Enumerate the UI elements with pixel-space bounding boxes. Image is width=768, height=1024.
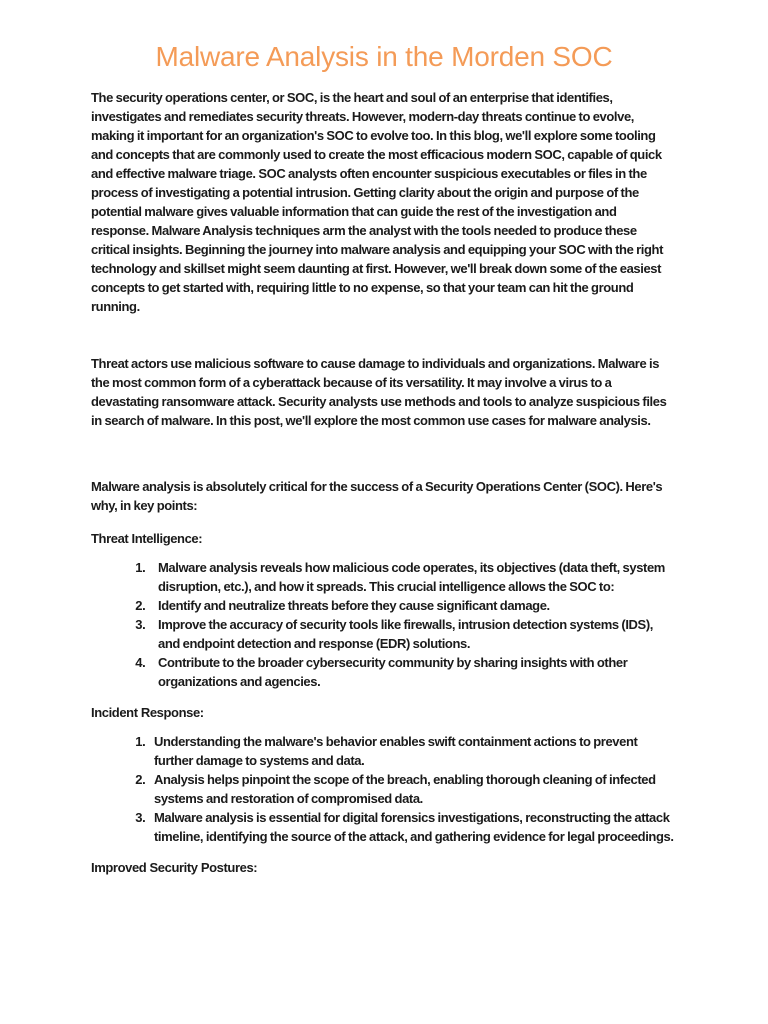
threat-intelligence-heading: Threat Intelligence: bbox=[91, 531, 203, 546]
threat-actors-paragraph: Threat actors use malicious software to cause damage to individuals and organizations. Malware is the most common form of a cyberattack because of its versatility. It may involve a virus to a devastating ransomware attack. Security analysts use methods and tools to analyze suspicious files in search of malware. In this post, we'll explore the most common use cases for malware analysis. bbox=[91, 356, 667, 428]
incident-response-heading: Incident Response: bbox=[91, 705, 204, 720]
incident-response-list bbox=[91, 732, 677, 846]
list-item: 3. Malware analysis is essential for digital forensics investigations, reconstructing the attack timeline, identifying the source of the attack, and gathering evidence for legal proceedings. bbox=[148, 808, 677, 846]
why-critical-paragraph: Malware analysis is absolutely critical for the success of a Security Operations Center (SOC). Here's why, in key points: bbox=[91, 479, 663, 513]
list-item: 3. Improve the accuracy of security tools like firewalls, intrusion detection systems (IDS), and endpoint detection and response (EDR) solutions. bbox=[148, 615, 677, 653]
list-item: 2. Analysis helps pinpoint the scope of the breach, enabling thorough cleaning of infected systems and restoration of compromised data. bbox=[148, 770, 677, 808]
list-item: 1. Malware analysis reveals how malicious code operates, its objectives (data theft, system disruption, etc.), and how it spreads. This crucial intelligence allows the SOC to: bbox=[148, 558, 677, 596]
intro-paragraph: The security operations center, or SOC, is the heart and soul of an enterprise that identifies, investigates and remediates security threats. However, modern-day threats continue to evolve, making it important for an organization's SOC to evolve too. In this blog, we'll explore some tooling and concepts that are commonly used to create the most efficacious modern SOC, capable of quick and effective malware triage. SOC analysts often encounter suspicious executables or files in the process of investigating a potential intrusion. Getting clarity about the origin and purpose of the potential malware gives valuable information that can guide the rest of the investigation and response. Malware Analysis techniques arm the analyst with the tools needed to produce these critical insights. Beginning the journey into malware analysis and equipping your SOC with the right technology and skillset might seem daunting at first. However, we'll break down some of the easiest concepts to get started with, requiring little to no expense, so that your team can hit the ground running. bbox=[91, 90, 664, 314]
list-item: 1. Understanding the malware's behavior enables swift containment actions to prevent further damage to systems and data. bbox=[148, 732, 677, 770]
threat-intelligence-list bbox=[91, 558, 677, 691]
page-title: Malware Analysis in the Morden SOC bbox=[155, 41, 613, 72]
list-item: 2. Identify and neutralize threats before they cause significant damage. bbox=[148, 596, 677, 615]
list-item: 4. Contribute to the broader cybersecurity community by sharing insights with other organizations and agencies. bbox=[148, 653, 677, 691]
improved-security-postures-heading: Improved Security Postures: bbox=[91, 860, 258, 875]
